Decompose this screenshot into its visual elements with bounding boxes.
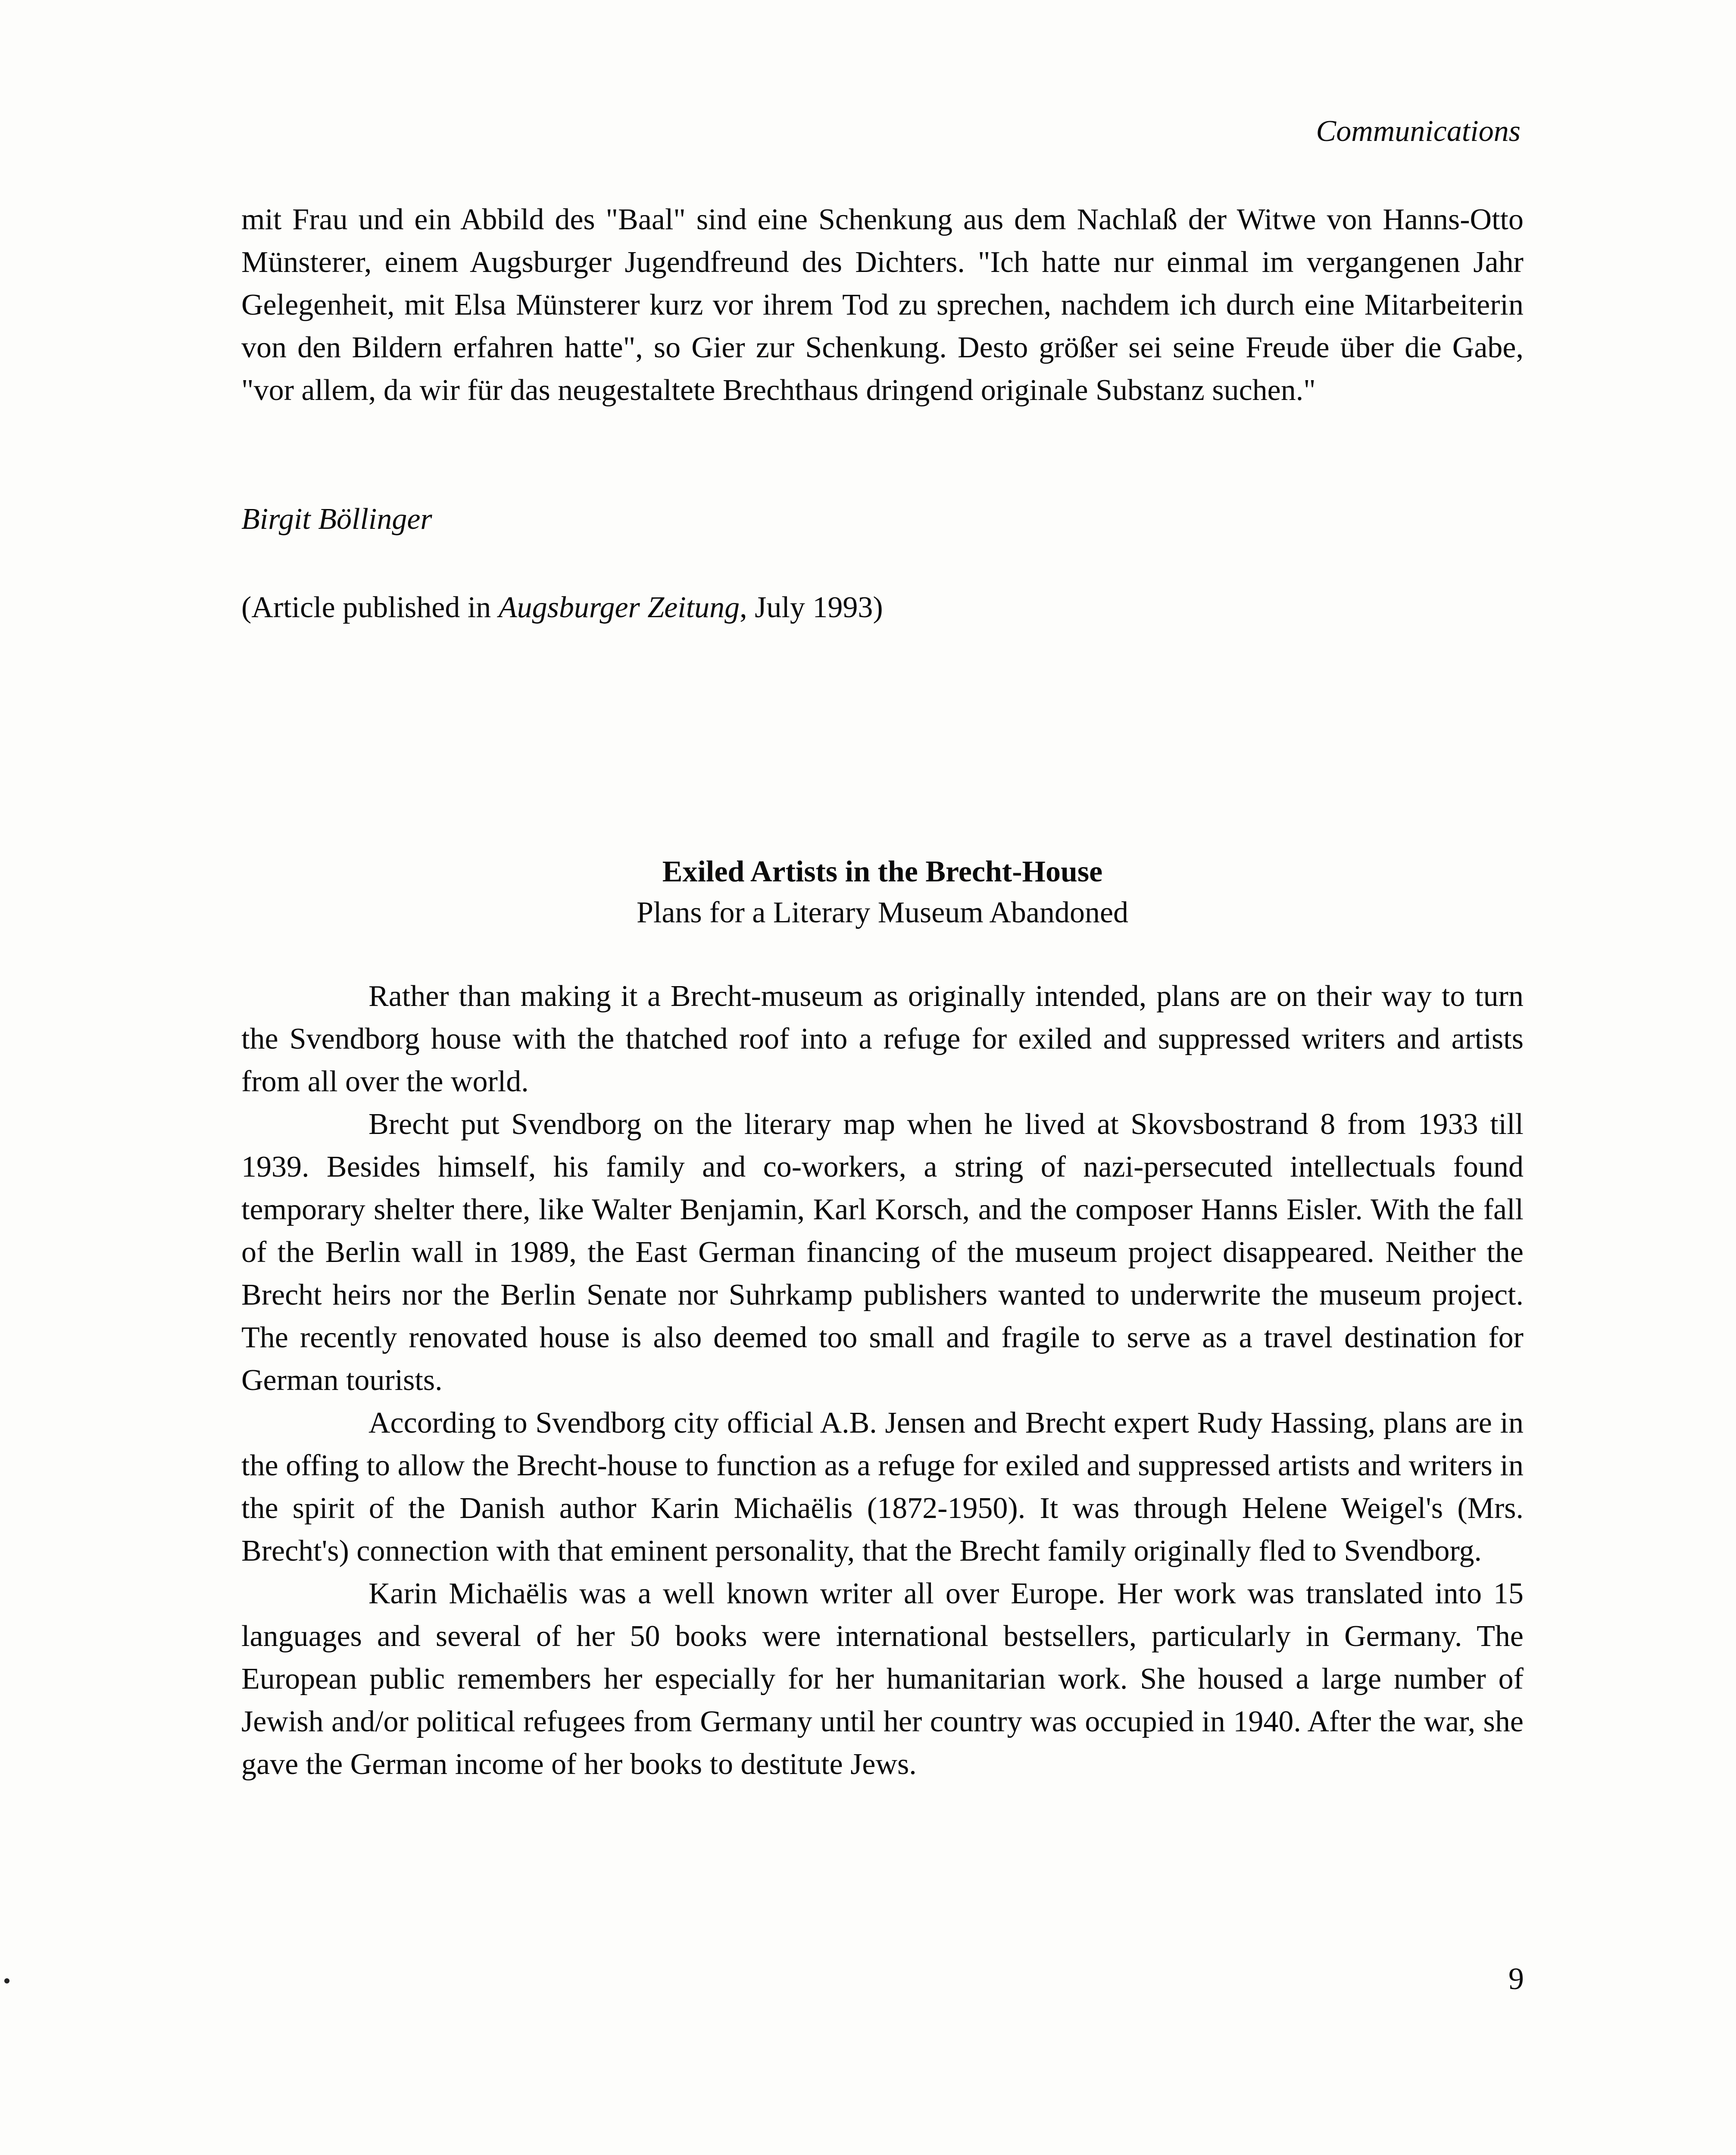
author-byline: Birgit Böllinger — [241, 503, 432, 536]
article-paragraph-1: Rather than making it a Brecht-museum as originally intended, plans are on their way to turn the Svendborg house with the thatched roof into a refuge for exiled and suppressed writers and artists from all over the world. — [241, 980, 1524, 1098]
article-paragraph-4: Karin Michaëlis was a well known writer all over Europe. Her work was translated into 15 languages and several of her 50 books were international bestsellers, particularly in Germany. The European public remembers her especially for her humanitarian work. She housed a large number of Jewish and/or political refugees from Germany until her country was occupied in 1940. After the war, she gave the German income of her books to destitute Jews. — [241, 1577, 1524, 1781]
running-head: Communications — [1316, 115, 1521, 148]
source-citation — [241, 593, 883, 623]
article-paragraph-2: Brecht put Svendborg on the literary map when he lived at Skovsbostrand 8 from 1933 till 1939. Besides himself, his family and co-workers, a string of nazi-persecuted intellectuals found temporary shelter there, like Walter Benjamin, Karl Korsch, and the composer Hanns Eisler. With the fall of the Berlin wall in 1989, the East German financing of the museum project disappeared. Neither the Brecht heirs nor the Berlin Senate nor Suhrkamp publishers wanted to underwrite the museum project. The recently renovated house is also deemed too small and fragile to serve as a travel destination for German tourists. — [241, 1108, 1524, 1397]
article-title: Exiled Artists in the Brecht-House — [662, 855, 1103, 888]
article-subtitle: Plans for a Literary Museum Abandoned — [636, 896, 1129, 929]
page-number: 9 — [1508, 1961, 1524, 1996]
source-suffix: , July 1993) — [740, 591, 883, 624]
source-prefix: (Article published in — [241, 591, 499, 624]
source-publication: Augsburger Zeitung — [498, 591, 740, 624]
continuation-text — [241, 198, 1524, 412]
continuation-paragraph: mit Frau und ein Abbild des "Baal" sind eine Schenkung aus dem Nachlaß der Witwe von Hanns-Otto Münsterer, einem Augsburger Jugendfreund des Dichters. "Ich hatte nur einmal im vergangenen Jahr Gelegenheit, mit Elsa Münsterer kurz vor ihrem Tod zu sprechen, nachdem ich durch eine Mitarbeiterin von den Bildern erfahren hatte", so Gier zur Schenkung. Desto größer sei seine Freude über die Gabe, "vor allem, da wir für das neugestaltete Brechthaus dringend originale Substanz suchen." — [241, 203, 1524, 407]
article-heading — [241, 851, 1524, 933]
margin-mark — [4, 1978, 9, 1983]
article-paragraph-3: According to Svendborg city official A.B. Jensen and Brecht expert Rudy Hassing, plans are in the offing to allow the Brecht-house to function as a refuge for exiled and suppressed artists and writers in the spirit of the Danish author Karin Michaëlis (1872-1950). It was through Helene Weigel's (Mrs. Brecht's) connection with that eminent personality, that the Brecht family originally fled to Svendborg. — [241, 1406, 1524, 1568]
article-body — [241, 975, 1524, 1786]
